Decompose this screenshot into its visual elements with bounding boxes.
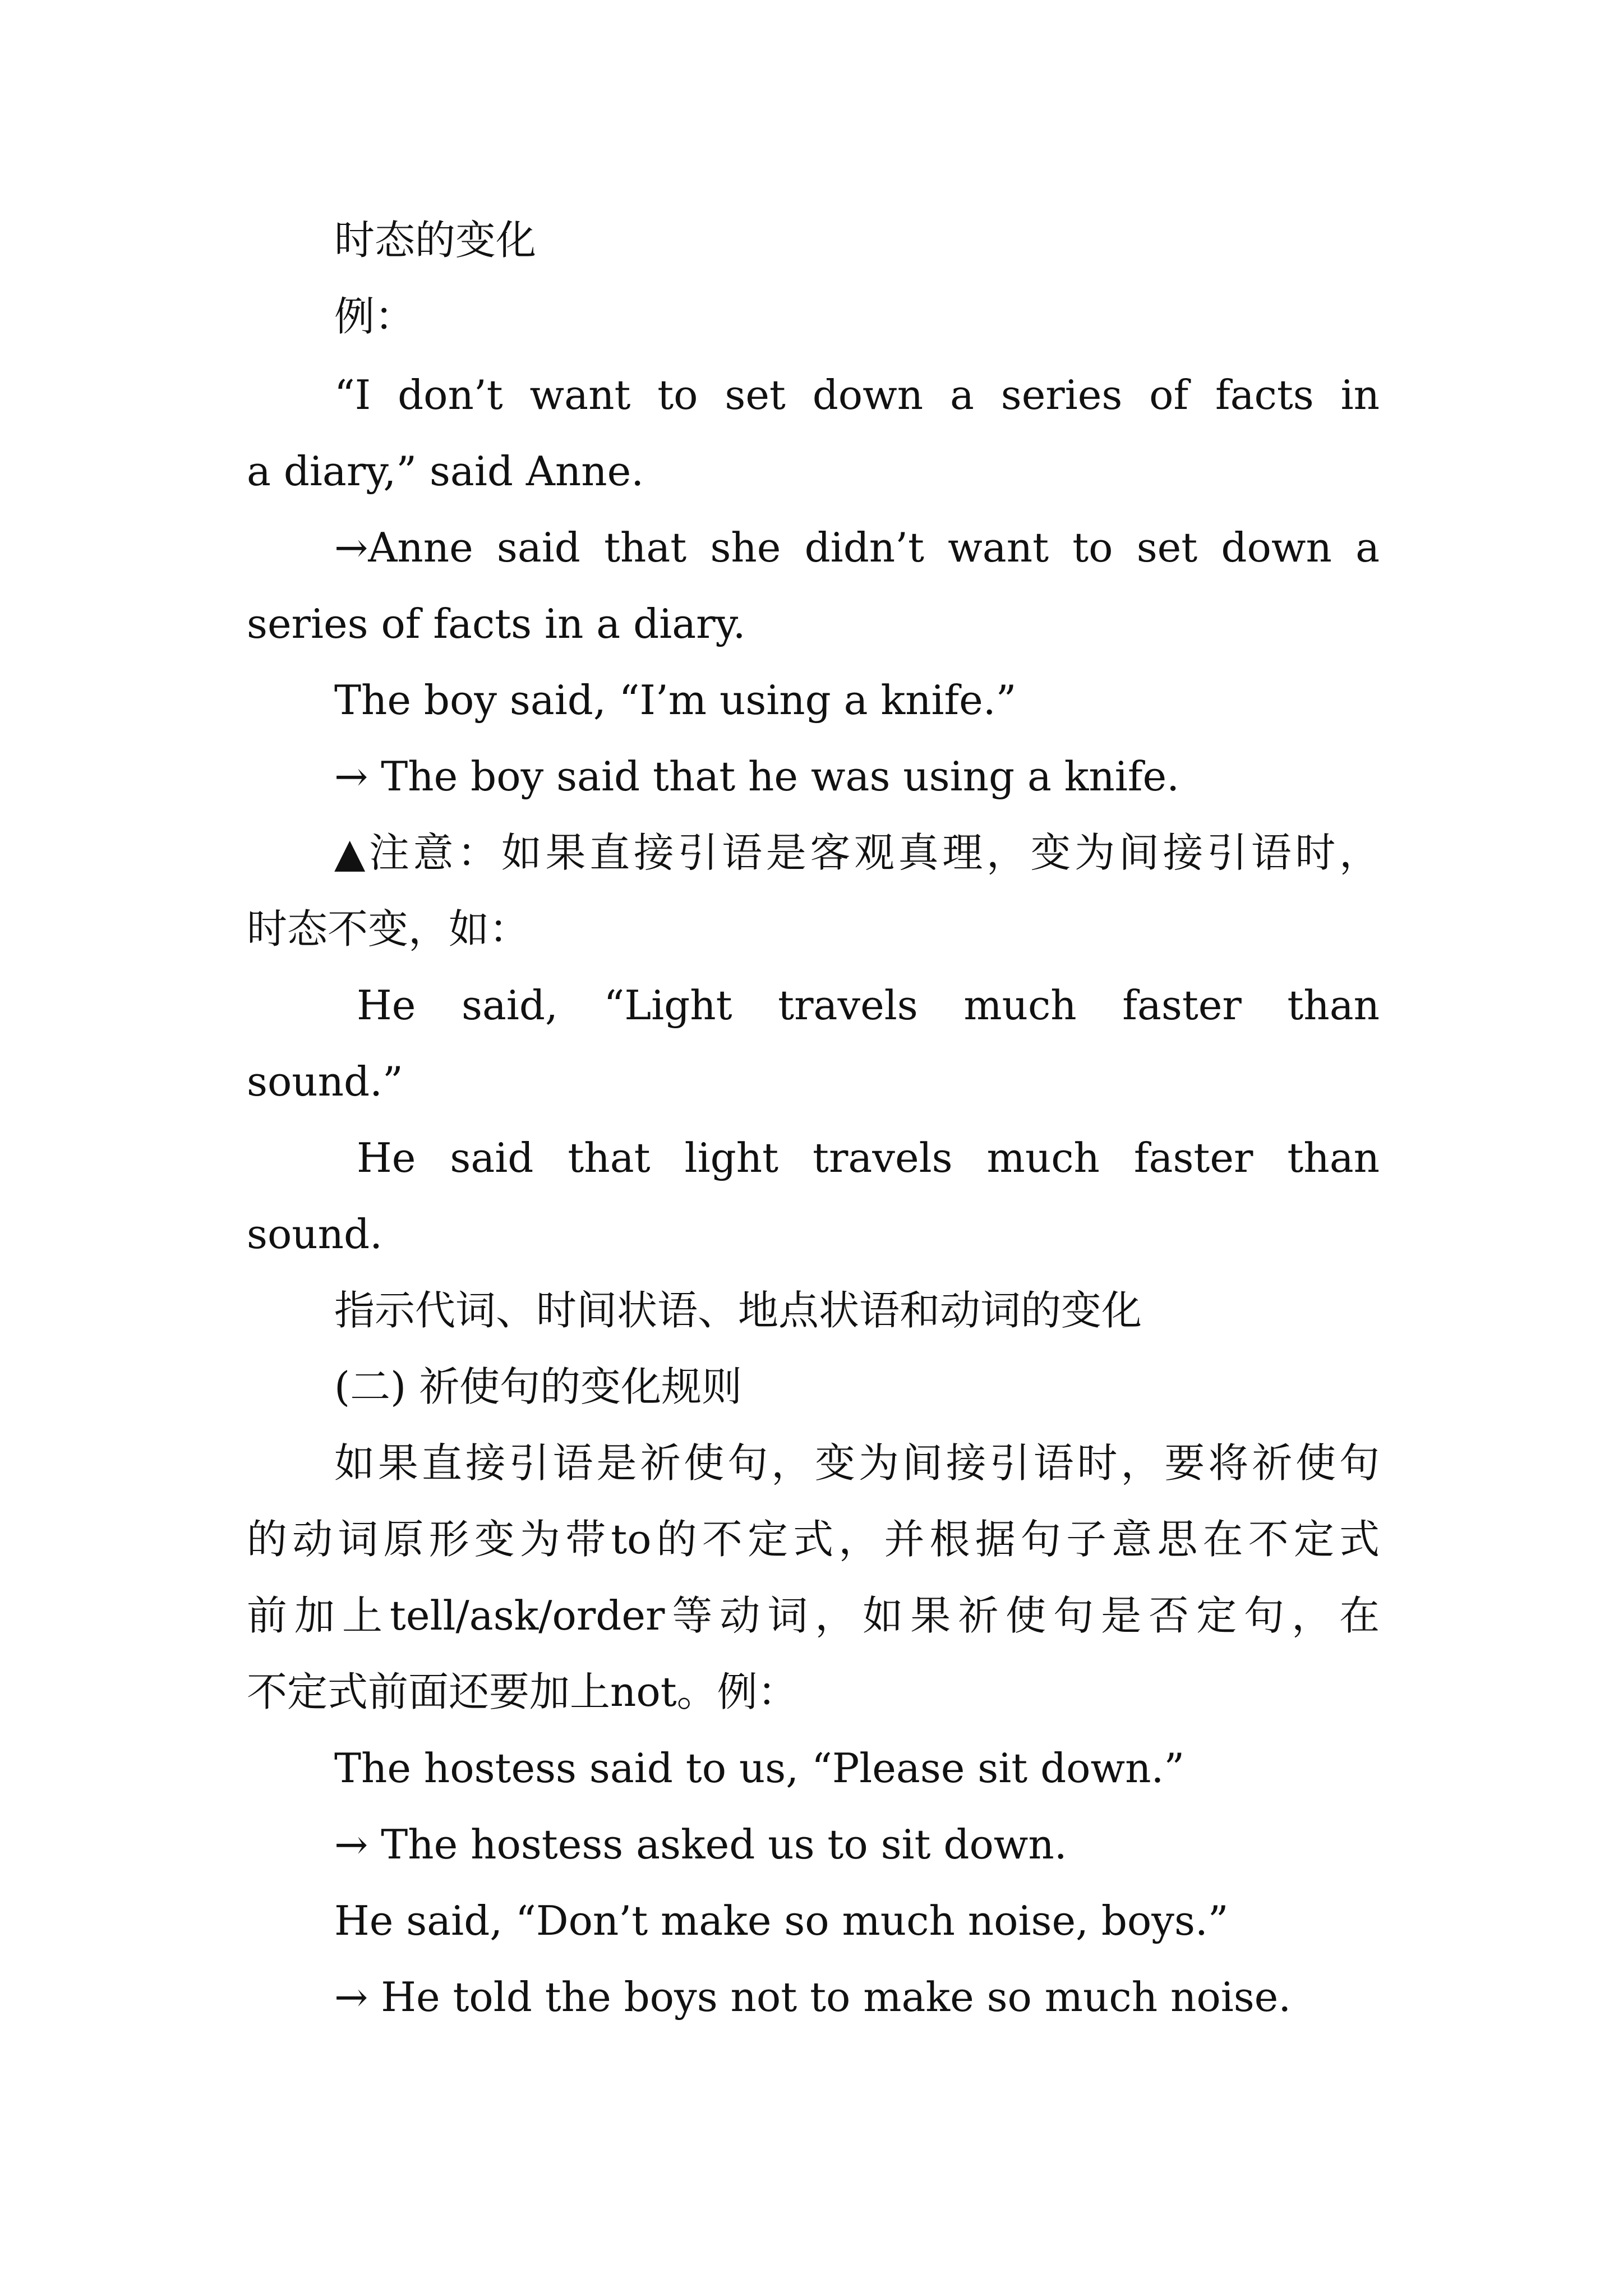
example-label: 例：: [334, 293, 416, 340]
text-line: a diary,” said Anne.: [247, 448, 644, 495]
note-line: ▲注意：如果直接引语是客观真理，变为间接引语时，: [334, 829, 1380, 876]
rule-line: 不定式前面还要加上not。例：: [247, 1668, 798, 1715]
text-line: → He told the boys not to make so much noise.: [334, 1973, 1292, 2021]
rule-line: 如果直接引语是祈使句，变为间接引语时，要将祈使句: [334, 1439, 1380, 1487]
rule-line: 的动词原形变为带to的不定式，并根据句子意思在不定式: [247, 1516, 1380, 1563]
text-line: sound.”: [247, 1058, 403, 1105]
text-line: series of facts in a diary.: [247, 600, 746, 647]
text-line: He said that light travels much faster than: [357, 1134, 1380, 1181]
text-line: sound.: [247, 1211, 383, 1258]
text-line: He said, “Don’t make so much noise, boys.”: [334, 1897, 1229, 1944]
heading-pronoun-adverbial-change: 指示代词、时间状语、地点状语和动词的变化: [334, 1287, 1142, 1334]
text-line: The hostess said to us, “Please sit down.”: [334, 1745, 1185, 1792]
rule-line: 前加上tell/ask/order等动词，如果祈使句是否定句，在: [247, 1592, 1380, 1639]
text-line: He said, “Light travels much faster than: [357, 982, 1380, 1029]
heading-imperative-rules: (二) 祈使句的变化规则: [334, 1363, 743, 1410]
text-line: The boy said, “I’m using a knife.”: [334, 677, 1017, 724]
text-line: → The hostess asked us to sit down.: [334, 1821, 1067, 1868]
text-line: →Anne said that she didn’t want to set down a: [334, 524, 1380, 571]
heading-tense-change: 时态的变化: [334, 217, 537, 264]
text-line: “I don’t want to set down a series of facts in: [334, 371, 1380, 418]
note-line: 时态不变，如：: [247, 905, 530, 953]
text-line: → The boy said that he was using a knife.: [334, 753, 1179, 800]
